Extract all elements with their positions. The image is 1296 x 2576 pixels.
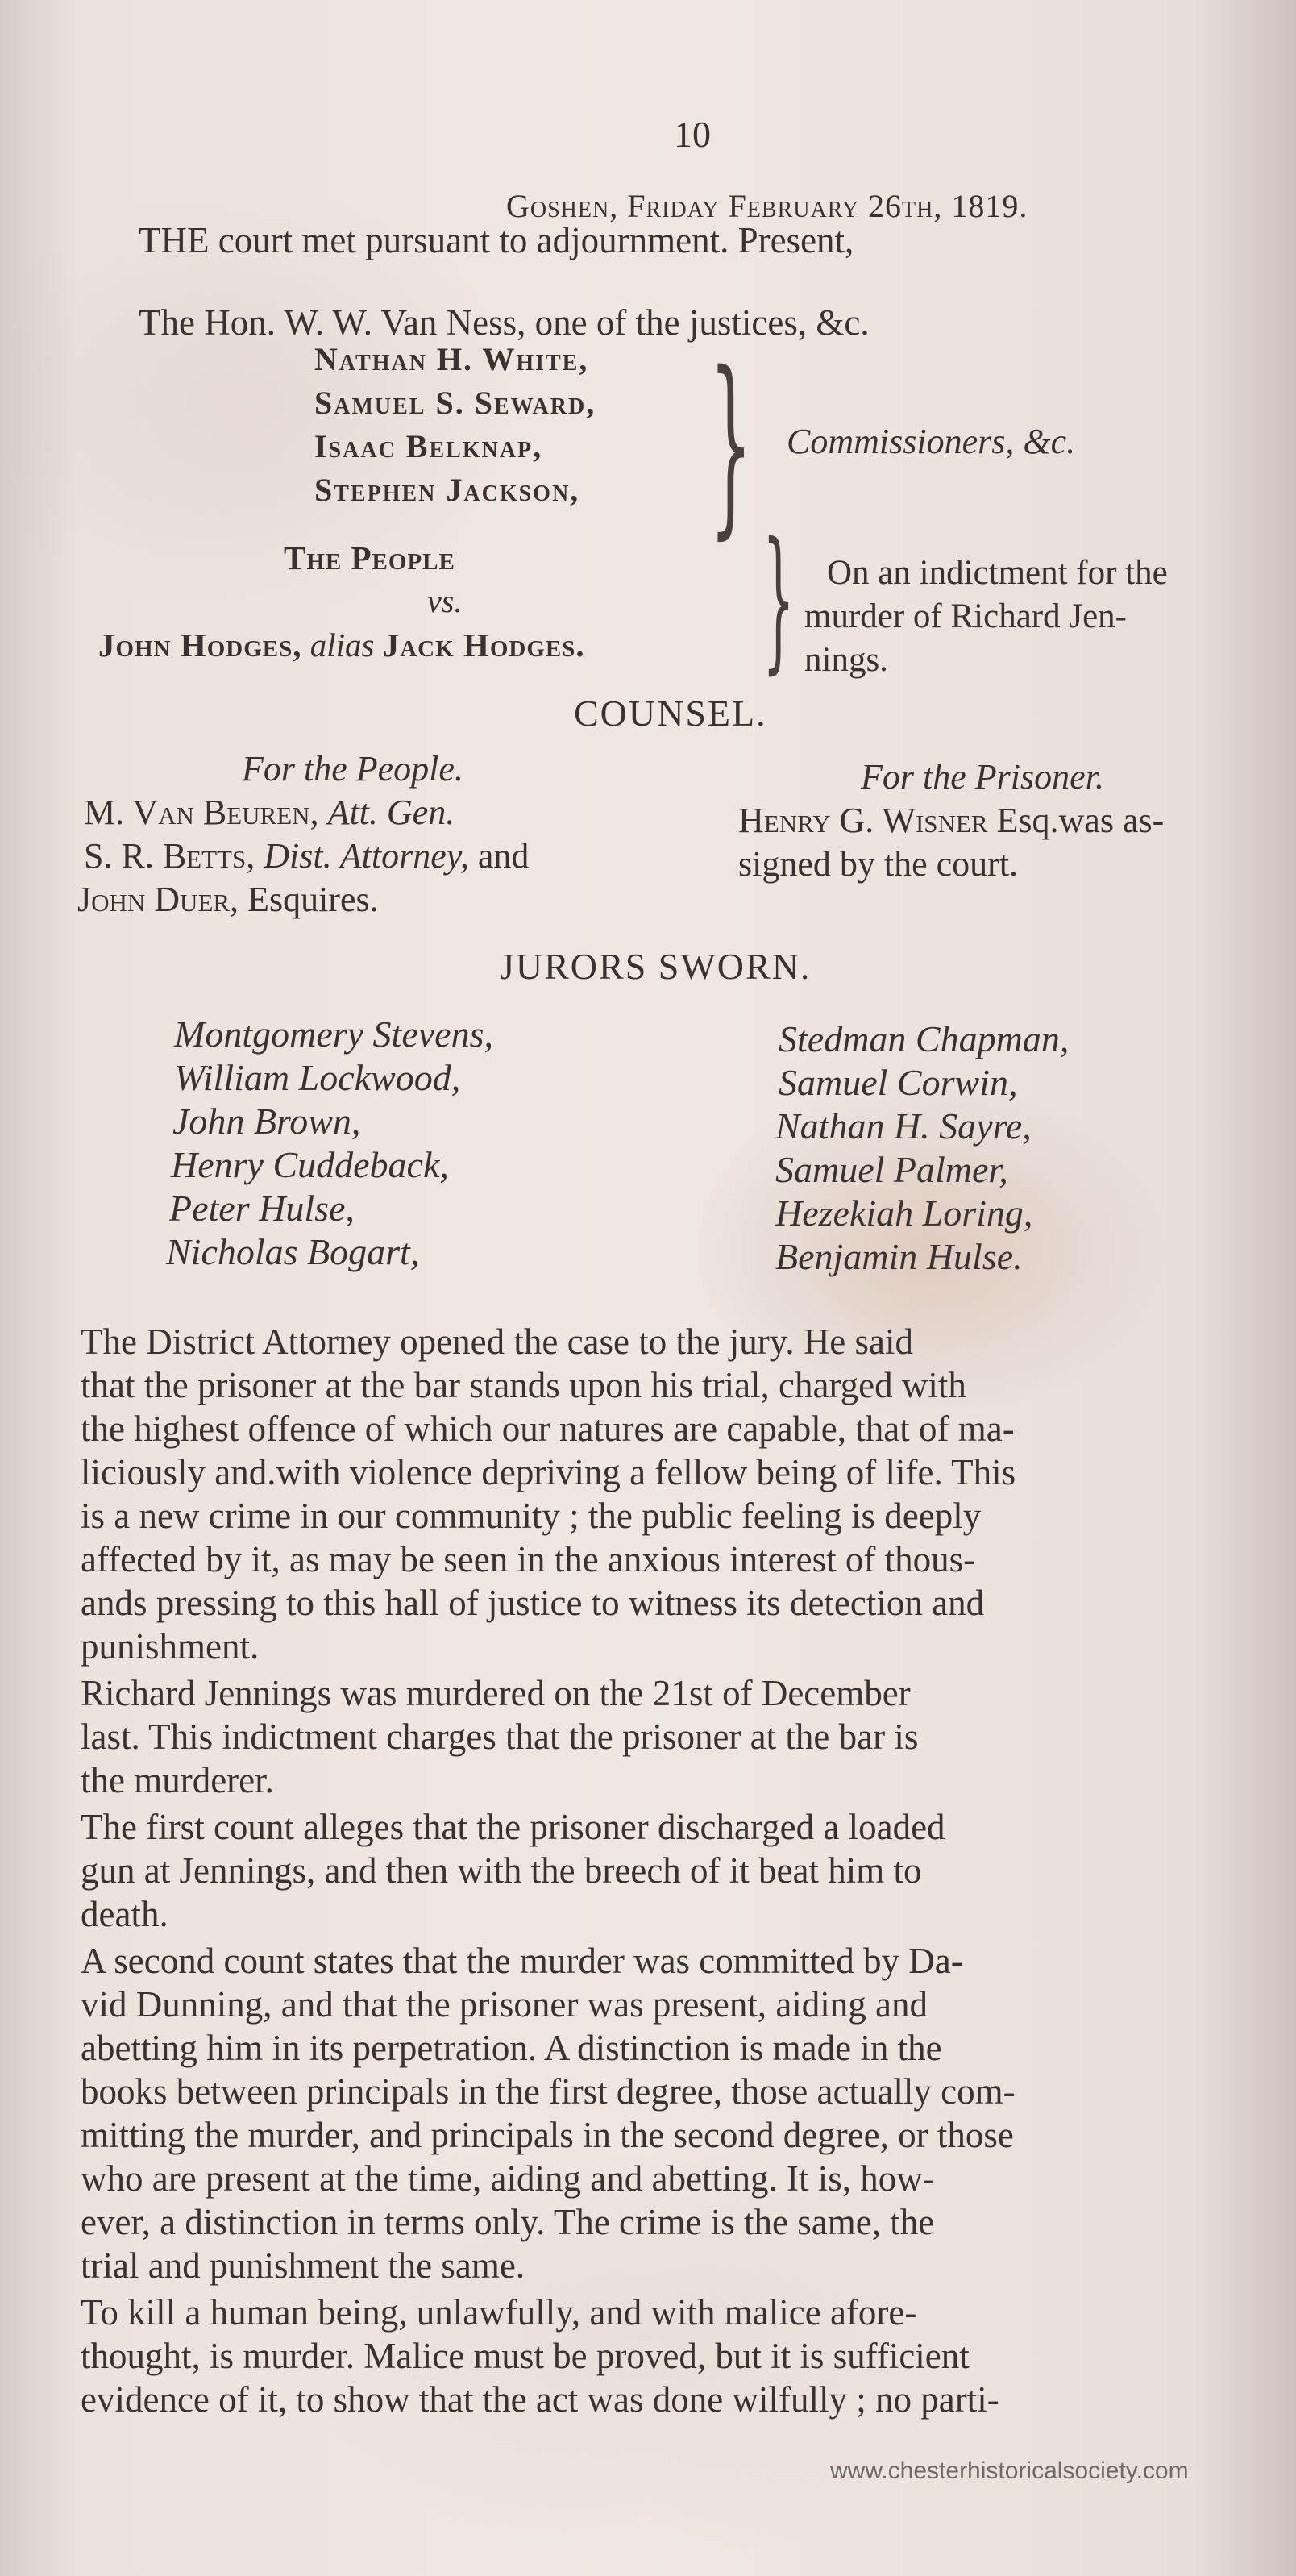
brace-icon: } [762,524,795,702]
juror-name: Samuel Corwin, [779,1062,1018,1103]
case-defendant [98,626,585,664]
counsel-people-line [77,879,379,920]
counsel-title: COUNSEL. [574,693,767,734]
juror-name: William Lockwood, [174,1057,461,1098]
body-line: is a new crime in our community ; the public feeling is deeply [81,1496,982,1536]
counsel-name: John Duer, [77,880,239,919]
body-line: affected by it, as may be seen in the anxious interest of thous- [81,1539,976,1579]
body-line: books between principals in the first degree, those actually com- [81,2071,1016,2112]
counsel-role: Att. Gen. [327,793,455,832]
case-plaintiff: The People [284,539,455,576]
jurors-title: JURORS SWORN. [500,946,812,987]
body-line: mitting the murder, and principals in the second degree, or those [81,2115,1014,2155]
body-line: liciously and.with violence depriving a fellow being of life. This [81,1452,1016,1492]
commissioner-name: Stephen Jackson, [314,472,580,508]
body-line: the highest offence of which our natures are capable, that of ma- [81,1409,1015,1449]
body-line: ands pressing to this hall of justice to witness its detection and [81,1583,985,1623]
body-line: vid Dunning, and that the prisoner was present, aiding and [81,1984,928,2025]
page-number: 10 [674,114,711,155]
commissioner-name: Nathan H. White, [314,341,589,377]
body-line: abetting him in its perpetration. A distinction is made in the [81,2028,942,2068]
counsel-role: Dist. Attorney, [264,836,469,876]
body-line: punishment. [81,1626,260,1667]
indictment-line: nings. [804,641,888,679]
brace-icon: } [709,331,753,556]
body-line: evidence of it, to show that the act was done wilfully ; no parti- [81,2379,999,2420]
defendant-alias-word: alias [309,626,375,664]
counsel-prisoner-heading: For the Prisoner. [861,757,1104,797]
juror-name: Montgomery Stevens, [174,1013,493,1055]
juror-name: Nicholas Bogart, [166,1231,420,1272]
juror-name: Stedman Chapman, [779,1018,1070,1059]
body-line: thought, is murder. Malice must be proved, but it is sufficient [81,2336,970,2376]
body-line: death. [81,1894,168,1934]
commissioner-name: Isaac Belknap, [314,428,543,464]
counsel-people-line [84,835,529,876]
counsel-people-heading: For the People. [242,749,463,789]
defendant-name: John Hodges, [98,626,302,664]
indictment-line: On an indictment for the [827,554,1168,592]
juror-name: Peter Hulse, [169,1188,355,1229]
counsel-prisoner-line [738,800,1164,841]
body-line: Richard Jennings was murdered on the 21st of December [81,1673,911,1713]
body-line: To kill a human being, unlawfully, and with malice afore- [81,2292,917,2333]
intro-line-2-text: The Hon. W. W. Van Ness, one of the justices, &c. [139,302,870,343]
counsel-name: Henry G. Wisner [738,801,988,840]
commissioner-name: Samuel S. Seward, [314,385,596,421]
body-line: trial and punishment the same. [81,2245,525,2286]
juror-name: Samuel Palmer, [775,1149,1008,1190]
counsel-tail: Esquires. [247,880,379,919]
counsel-tail: and [477,836,530,876]
intro-line-1: THE court met pursuant to adjournment. Present, [139,220,854,260]
body-line: A second count states that the murder was committed by Da- [81,1941,963,1981]
commissioners-label: Commissioners, &c. [787,422,1076,461]
body-line: ever, a distinction in terms only. The crime is the same, the [81,2202,935,2242]
intro-line-2 [139,302,870,343]
indictment-line: murder of Richard Jen- [804,597,1127,635]
juror-name: Henry Cuddeback, [171,1144,449,1185]
body-line: The District Attorney opened the case to the jury. He said [81,1321,914,1362]
counsel-people-line [84,792,455,833]
defendant-alias: Jack Hodges. [382,626,585,664]
watermark-text: www.chesterhistoricalsociety.com [830,2457,1189,2484]
juror-name: John Brown, [172,1101,361,1142]
dateline: Goshen, Friday February 26th, 1819. [506,188,1028,224]
juror-name: Nathan H. Sayre, [775,1105,1032,1147]
counsel-name: M. Van Beuren, [84,793,319,832]
counsel-tail: Esq.was as- [996,801,1165,840]
body-line: last. This indictment charges that the prisoner at the bar is [81,1717,919,1757]
counsel-prisoner-line: signed by the court. [738,844,1019,884]
case-vs: vs. [427,583,463,619]
juror-name: Hezekiah Loring, [775,1192,1033,1234]
body-line: The first count alleges that the prisoner discharged a loaded [81,1807,945,1847]
body-line: the murderer. [81,1760,274,1800]
counsel-name: S. R. Betts, [84,836,255,876]
body-line: that the prisoner at the bar stands upon his trial, charged with [81,1365,966,1405]
juror-name: Benjamin Hulse. [775,1236,1023,1277]
body-line: gun at Jennings, and then with the breech of it beat him to [81,1850,922,1891]
body-line: who are present at the time, aiding and abetting. It is, how- [81,2158,935,2199]
